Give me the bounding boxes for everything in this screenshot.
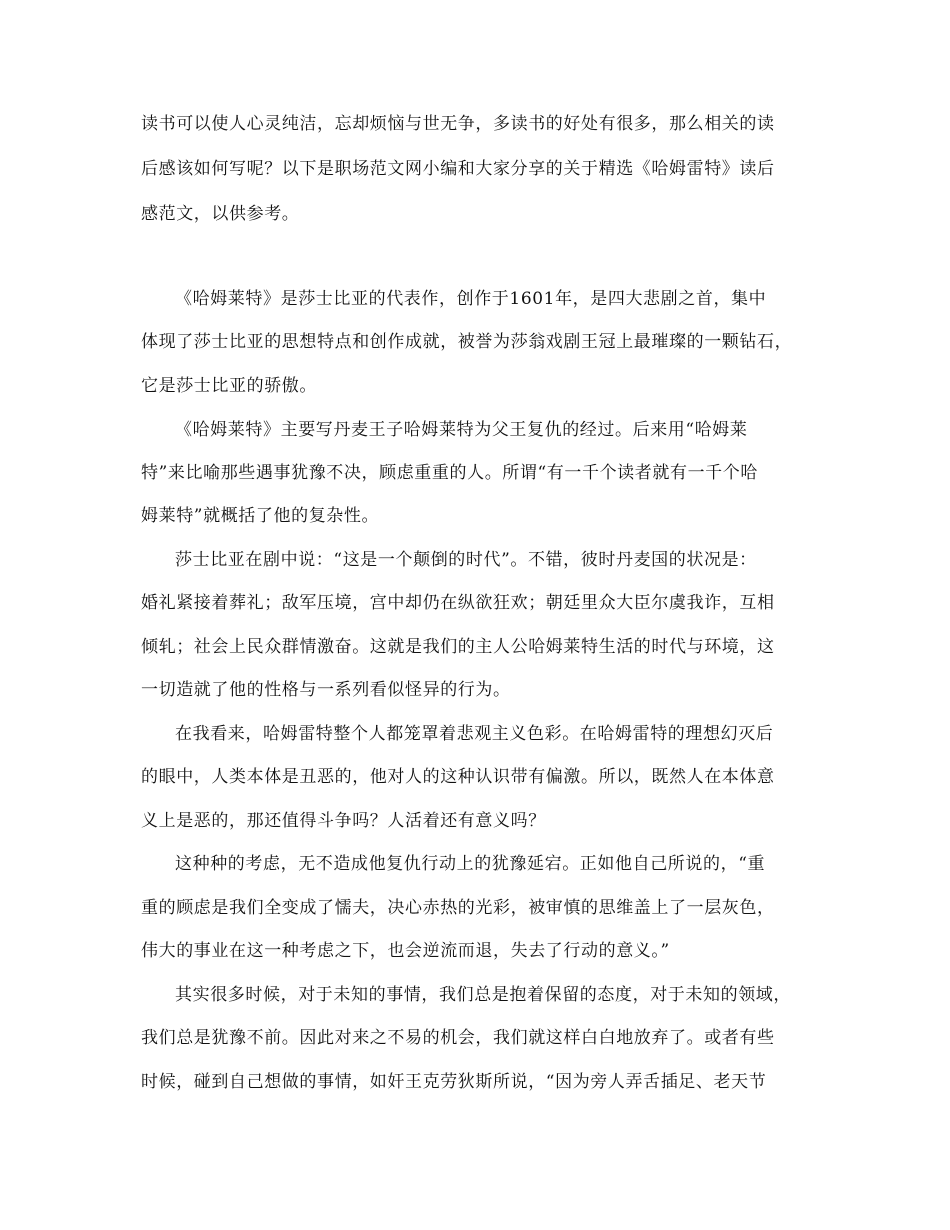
- intro-line: 感范文，以供参考。: [141, 204, 300, 224]
- paragraph-line: 这种种的考虑，无不造成他复仇行动上的犹豫延宕。正如他自己所说的，“重: [175, 854, 766, 874]
- paragraph-line: 我们总是犹豫不前。因此对来之不易的机会，我们就这样白白地放弃了。或者有些: [141, 1028, 775, 1048]
- paragraph-line: 特”来比喻那些遇事犹豫不决，顾虑重重的人。所谓“有一千个读者就有一千个哈: [141, 463, 758, 483]
- paragraph-line: 婚礼紧接着葬礼；敌军压境，宫中却仍在纵欲狂欢；朝廷里众大臣尔虞我诈，互相: [141, 593, 775, 613]
- paragraph-line: 义上是恶的，那还值得斗争吗？人活着还有意义吗？: [141, 811, 546, 831]
- paragraph-line: 的眼中，人类本体是丑恶的，他对人的这种认识带有偏激。所以，既然人在本体意: [141, 767, 775, 787]
- paragraph-line: 重的顾虑是我们全变成了懦夫，决心赤热的光彩，被审慎的思维盖上了一层灰色，: [141, 898, 775, 918]
- paragraph-line: 姆莱特”就概括了他的复杂性。: [141, 506, 380, 526]
- paragraph-line: 一切造就了他的性格与一系列看似怪异的行为。: [141, 680, 511, 700]
- intro-line: 后感该如何写呢？以下是职场范文网小编和大家分享的关于精选《哈姆雷特》读后: [141, 159, 775, 179]
- paragraph-line: 体现了莎士比亚的思想特点和创作成就，被誉为莎翁戏剧王冠上最璀璨的一颗钻石，: [141, 332, 793, 352]
- paragraph-line: 时候，碰到自己想做的事情，如奸王克劳狄斯所说，“因为旁人弄舌插足、老天节: [141, 1072, 767, 1092]
- intro-line: 读书可以使人心灵纯洁，忘却烦恼与世无争，多读书的好处有很多，那么相关的读: [141, 114, 775, 134]
- paragraph-line: 它是莎士比亚的骄傲。: [141, 376, 317, 396]
- paragraph-line: 伟大的事业在这一种考虑之下，也会逆流而退，失去了行动的意义。”: [141, 941, 670, 961]
- paragraph-line: 《哈姆莱特》主要写丹麦王子哈姆莱特为父王复仇的经过。后来用“哈姆莱: [175, 420, 748, 440]
- paragraph-line: 其实很多时候，对于未知的事情，我们总是抱着保留的态度，对于未知的领域，: [175, 985, 791, 1005]
- paragraph-line: 莎士比亚在剧中说：“这是一个颠倒的时代”。不错，彼时丹麦国的状况是：: [175, 550, 757, 570]
- paragraph-line: 倾轧；社会上民众群情激奋。这就是我们的主人公哈姆莱特生活的时代与环境，这: [141, 637, 775, 657]
- paragraph-line: 在我看来，哈姆雷特整个人都笼罩着悲观主义色彩。在哈姆雷特的理想幻灭后: [175, 724, 774, 744]
- paragraph-line: 《哈姆莱特》是莎士比亚的代表作，创作于1601年，是四大悲剧之首，集中: [175, 289, 767, 309]
